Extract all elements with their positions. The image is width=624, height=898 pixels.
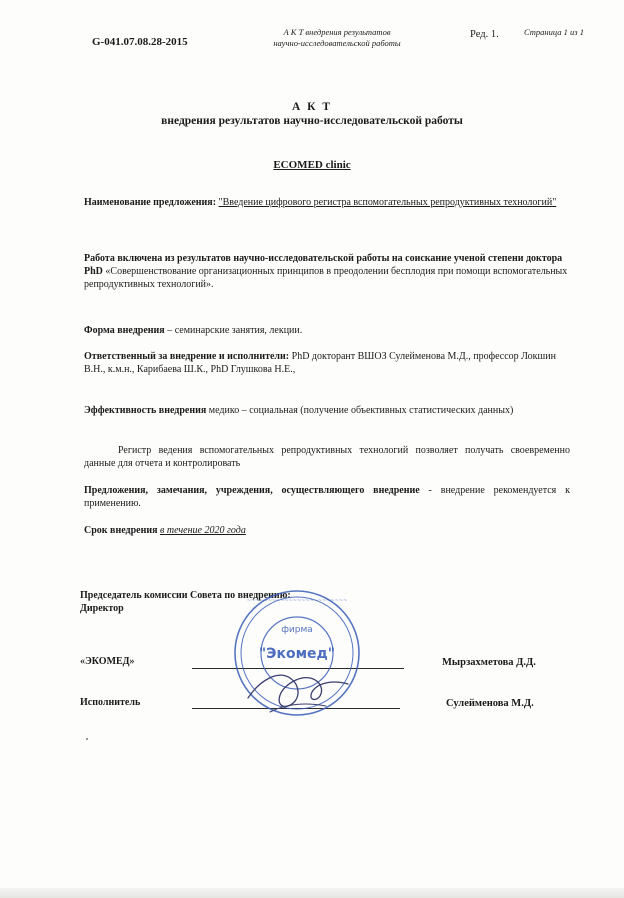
title-kind: А К Т [291,101,333,113]
form-label: Форма внедрения [84,325,165,336]
deadline-section [84,524,570,537]
svg-text:~~~~~~~~~~~~~~~~~~~~~~~~: ~~~~~~~~~~~~~~~~~~~~~~~~ [246,598,348,604]
research-lead: Работа включена из результатов научно-исследовательской работы на соискание ученой степени доктора PhD [84,253,563,277]
header-title-line2: научно-исследовательской работы [273,38,401,48]
document-title [0,100,624,128]
description-paragraph: Регистр ведения вспомогательных репродуктивных технологий позволяет получать своевременно данные для отчета и контролировать [84,445,570,469]
executor-name: Сулейменова М.Д. [446,698,534,709]
page-number: Страница 1 из 1 [524,27,584,37]
title-subtitle: внедрения результатов научно-исследовательской работы [161,115,463,127]
deadline-value: в течение 2020 года [160,525,246,536]
stamp-top-text: фирма [281,625,313,635]
chair-title: Председатель комиссии Совета по внедрению: [80,590,291,601]
responsible-section [84,350,570,376]
scan-edge [0,888,624,898]
proposal-label: Наименование предложения: [84,197,217,208]
document-code: G-041.07.08.28-2015 [92,36,188,48]
executor-label: Исполнитель [80,697,141,708]
form-value: – семинарские занятия, лекции. [167,325,303,336]
director-title: Директор [80,603,124,614]
remarks-label: Предложения, замечания, учреждения, осуществляющего внедрение [84,485,420,496]
efficiency-label: Эффективность внедрения [84,405,207,416]
research-section [84,252,570,291]
research-topic: «Совершенствование организационных принципов в преодолении бесплодия при помощи вспомогательных репродуктивных технологий». [84,266,568,290]
handwritten-signature [230,640,370,720]
header-title [262,27,412,49]
deadline-label: Срок внедрения [84,525,158,536]
scan-mark [86,738,88,740]
clinic-name: ECOMED clinic [273,159,351,171]
remarks-value: - внедрение рекомендуется к применению. [84,485,570,509]
remarks-section [84,484,570,510]
form-section [84,324,570,337]
proposal-value: "Введение цифрового регистра вспомогательных репродуктивных технологий" [218,197,557,208]
responsible-value: PhD докторант ВШОЗ Сулейменова М.Д., профессор Локшин В.Н., к.м.н., Карибаева Ш.К., PhD Глушкова Н.Е., [84,351,556,375]
organization-name: «ЭКОМЕД» [80,656,135,667]
director-name: Мырзахметова Д.Д. [442,657,536,668]
efficiency-section [84,404,570,417]
revision-number: Ред. 1. [470,29,499,40]
efficiency-value: медико – социальная (получение объективных статистических данных) [208,405,514,416]
proposal-section [84,196,570,209]
stamp-center-text: "Экомед" [258,646,336,662]
responsible-label: Ответственный за внедрение и исполнители: [84,351,290,362]
header-title-line1: А К Т внедрения результатов [283,27,391,37]
